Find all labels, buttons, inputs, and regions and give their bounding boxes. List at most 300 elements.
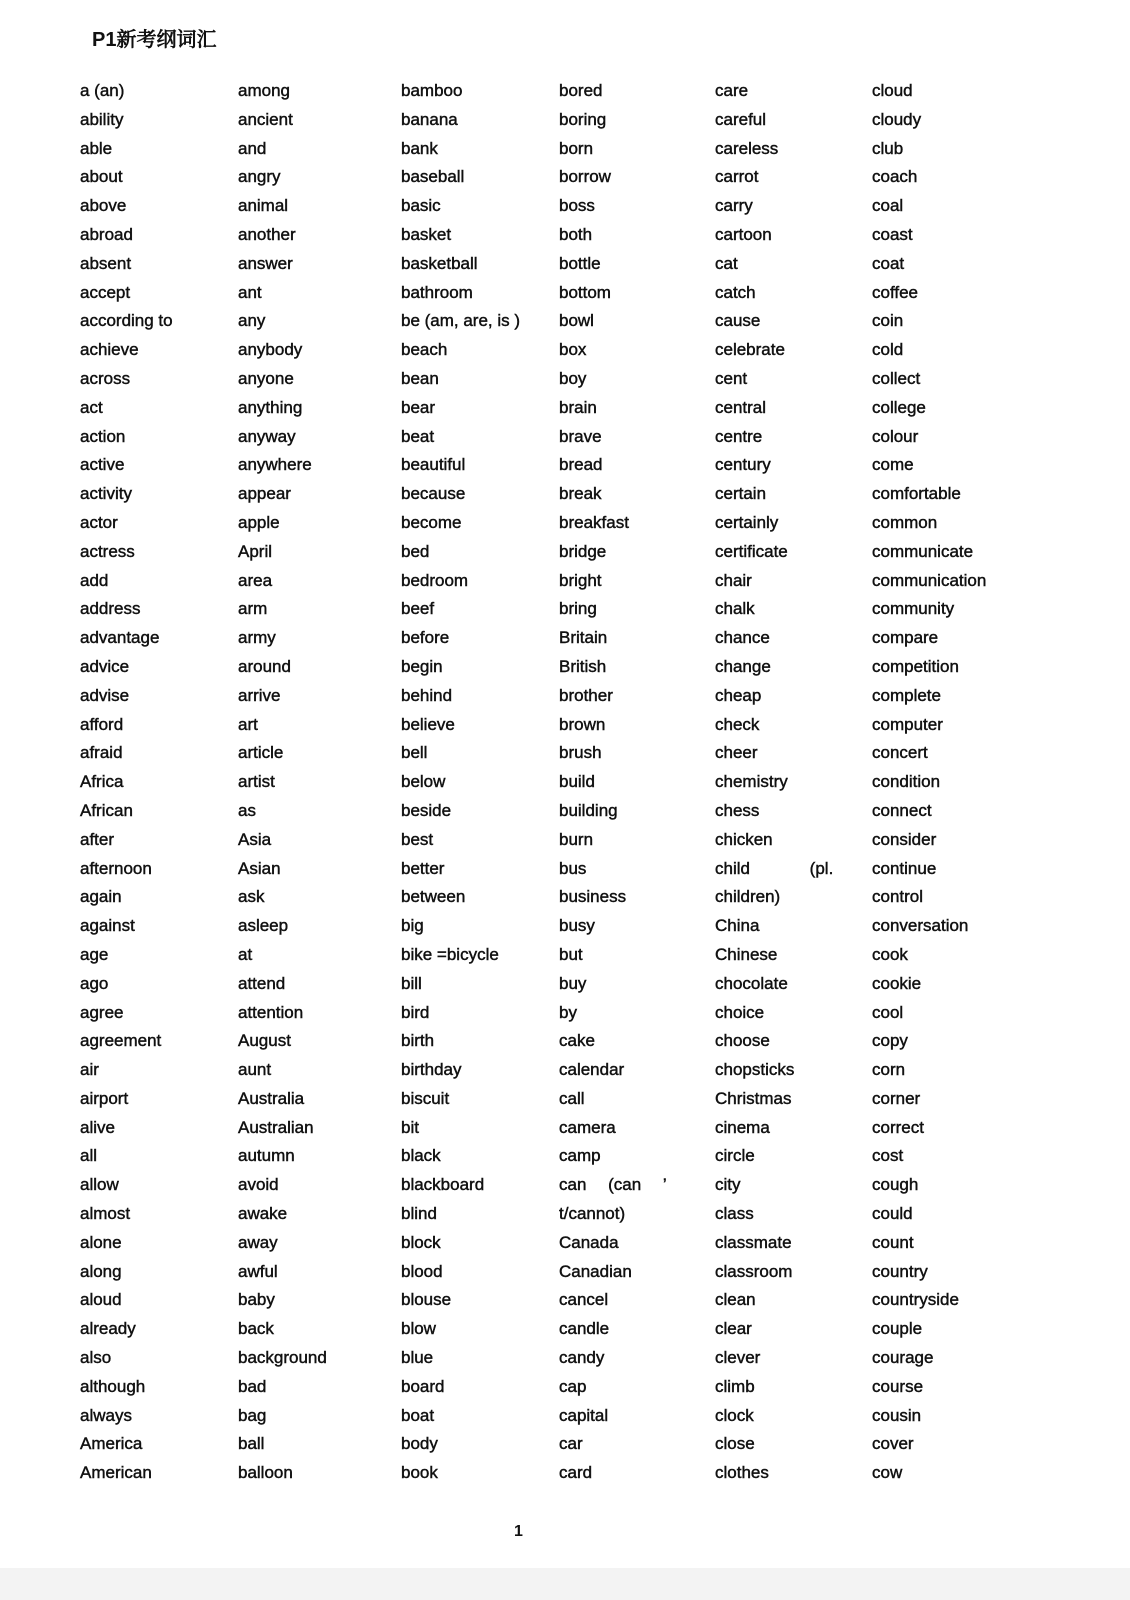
word-item: coin [872, 311, 904, 331]
word-item: April [238, 541, 273, 561]
word-item: army [238, 628, 276, 648]
word-item: class [715, 1204, 754, 1224]
word-item: continue [872, 858, 937, 878]
page-bottom-edge [0, 1568, 1130, 1600]
word-item: clock [715, 1405, 754, 1425]
word-item: couple [872, 1319, 923, 1339]
word-item: cap [559, 1376, 587, 1396]
page-number: 1 [514, 1523, 523, 1540]
word-item: burn [559, 829, 594, 849]
word-item: Canadian [559, 1261, 632, 1281]
word-item: Asian [238, 858, 281, 878]
word-item: communication [872, 570, 987, 590]
word-item: basic [401, 196, 441, 216]
word-item: communicate [872, 541, 974, 561]
word-item: check [715, 714, 760, 734]
word-item: American [80, 1463, 152, 1483]
word-item: connect [872, 800, 932, 820]
word-item: all [80, 1146, 98, 1166]
word-item: community [872, 599, 955, 619]
word-item: carrot [715, 167, 759, 187]
word-item: blind [401, 1204, 437, 1224]
word-item: allow [80, 1175, 119, 1195]
word-item: bridge [559, 541, 607, 561]
word-item: cheap [715, 685, 762, 705]
word-item: child (pl. [715, 858, 834, 878]
word-item: blouse [401, 1290, 452, 1310]
word-item: achieve [80, 340, 139, 360]
word-item: cool [872, 1002, 904, 1022]
word-item: breakfast [559, 512, 629, 532]
word-item: anyway [238, 426, 296, 446]
word-item: chopsticks [715, 1060, 795, 1080]
word-item: actor [80, 512, 118, 532]
word-item: African [80, 800, 133, 820]
word-item: birth [401, 1031, 435, 1051]
word-item: afraid [80, 743, 123, 763]
word-item: cat [715, 253, 738, 273]
word-item: brush [559, 743, 602, 763]
word-item: awful [238, 1261, 278, 1281]
word-item: advice [80, 656, 130, 676]
word-item: come [872, 455, 914, 475]
word-item: black [401, 1146, 441, 1166]
word-item: a (an) [80, 81, 125, 100]
word-item: although [80, 1376, 146, 1396]
word-item: coat [872, 253, 905, 273]
word-item: cloudy [872, 109, 922, 129]
word-item: Chinese [715, 944, 778, 964]
word-item: animal [238, 196, 289, 216]
word-item: camera [559, 1117, 616, 1137]
word-item: circle [715, 1146, 755, 1166]
word-item: collect [872, 368, 921, 388]
word-item: birthday [401, 1060, 462, 1080]
word-item: answer [238, 253, 293, 273]
word-item: beach [401, 340, 448, 360]
word-item: cancel [559, 1290, 609, 1310]
word-item: back [238, 1319, 274, 1339]
word-item: begin [401, 656, 443, 676]
word-item: above [80, 196, 127, 216]
word-item: bed [401, 541, 430, 561]
word-item: brain [559, 397, 597, 417]
word-item: boy [559, 368, 587, 388]
word-item: baseball [401, 167, 465, 187]
word-item: able [80, 138, 113, 158]
word-item: centre [715, 426, 763, 446]
word-item: bathroom [401, 282, 473, 302]
word-item: cinema [715, 1117, 770, 1137]
word-item: choose [715, 1031, 770, 1051]
word-item: agreement [80, 1031, 162, 1051]
word-item: accept [80, 282, 131, 302]
word-item: common [872, 512, 938, 532]
word-item: coach [872, 167, 918, 187]
word-item: celebrate [715, 340, 785, 360]
word-item: be (am, are, is ) [401, 311, 521, 331]
word-item: ago [80, 973, 109, 993]
word-item: born [559, 138, 594, 158]
word-item: camp [559, 1146, 601, 1166]
word-item: advantage [80, 628, 160, 648]
word-item: bedroom [401, 570, 469, 590]
word-item: compare [872, 628, 939, 648]
word-item: card [559, 1463, 593, 1483]
word-item: asleep [238, 916, 289, 936]
word-item: ability [80, 109, 124, 129]
word-item: artist [238, 772, 275, 792]
word-item: cost [872, 1146, 904, 1166]
word-item: cough [872, 1175, 919, 1195]
word-item: bored [559, 81, 603, 100]
word-item: always [80, 1405, 132, 1425]
word-item: advise [80, 685, 130, 705]
word-item: brave [559, 426, 602, 446]
word-item: bus [559, 858, 587, 878]
word-item: afternoon [80, 858, 152, 878]
word-item: aunt [238, 1060, 272, 1080]
word-item: cover [872, 1434, 914, 1454]
word-item: busy [559, 916, 595, 936]
word-item: best [401, 829, 434, 849]
word-item: anywhere [238, 455, 312, 475]
word-item: blood [401, 1261, 443, 1281]
word-item: anyone [238, 368, 294, 388]
word-item: beat [401, 426, 435, 446]
word-item: could [872, 1204, 913, 1224]
word-item: according to [80, 311, 173, 331]
word-item: concert [872, 743, 928, 763]
word-item: below [401, 772, 446, 792]
word-item: coast [872, 224, 913, 244]
word-item: against [80, 916, 135, 936]
word-item: beautiful [401, 455, 466, 475]
word-item: bank [401, 138, 438, 158]
word-item: believe [401, 714, 455, 734]
word-item: chemistry [715, 772, 788, 792]
word-item: absent [80, 253, 132, 273]
word-item: big [401, 916, 424, 936]
word-item: careful [715, 109, 767, 129]
word-item: cloud [872, 81, 913, 100]
word-item: before [401, 628, 450, 648]
word-item: children) [715, 887, 781, 907]
word-item: area [238, 570, 273, 590]
word-item: countryside [872, 1290, 959, 1310]
word-item: appear [238, 484, 291, 504]
word-item: baby [238, 1290, 275, 1310]
word-item: add [80, 570, 109, 590]
word-item: copy [872, 1031, 908, 1051]
word-item: college [872, 397, 926, 417]
word-item: between [401, 887, 466, 907]
word-item: chair [715, 570, 752, 590]
word-item: chance [715, 628, 770, 648]
word-item: country [872, 1261, 928, 1281]
word-item: corn [872, 1060, 906, 1080]
word-item: cake [559, 1031, 595, 1051]
word-item: board [401, 1376, 445, 1396]
word-item: as [238, 800, 256, 820]
word-item: chalk [715, 599, 755, 619]
word-item: bad [238, 1376, 267, 1396]
word-item: around [238, 656, 291, 676]
word-item: active [80, 455, 125, 475]
word-item: carry [715, 196, 753, 216]
word-item: better [401, 858, 445, 878]
word-item: bike =bicycle [401, 944, 499, 964]
word-item: bag [238, 1405, 267, 1425]
word-item: conversation [872, 916, 969, 936]
word-item: already [80, 1319, 136, 1339]
word-item: act [80, 397, 103, 417]
word-item: buy [559, 973, 587, 993]
word-item: basketball [401, 253, 478, 273]
word-item: colour [872, 426, 919, 446]
word-item: corner [872, 1088, 921, 1108]
word-item: cheer [715, 743, 758, 763]
word-item: ant [238, 282, 262, 302]
word-item: build [559, 772, 595, 792]
word-item: chicken [715, 829, 773, 849]
word-item: clever [715, 1348, 761, 1368]
word-item: but [559, 944, 583, 964]
word-item: anybody [238, 340, 303, 360]
word-item: attention [238, 1002, 304, 1022]
word-item: angry [238, 167, 281, 187]
word-item: cow [872, 1463, 903, 1483]
word-item: address [80, 599, 141, 619]
word-item: America [80, 1434, 143, 1454]
word-item: Asia [238, 829, 272, 849]
word-item: clean [715, 1290, 756, 1310]
word-item: central [715, 397, 767, 417]
word-item: also [80, 1348, 112, 1368]
word-item: arrive [238, 685, 281, 705]
word-item: basket [401, 224, 452, 244]
word-item: clothes [715, 1463, 769, 1483]
word-item: complete [872, 685, 941, 705]
word-item: club [872, 138, 904, 158]
word-item: comfortable [872, 484, 961, 504]
word-item: among [238, 81, 290, 100]
word-item: bill [401, 973, 422, 993]
word-item: certain [715, 484, 767, 504]
word-item: banana [401, 109, 458, 129]
word-item: blue [401, 1348, 434, 1368]
word-item: autumn [238, 1146, 295, 1166]
word-item: again [80, 887, 122, 907]
word-item: consider [872, 829, 937, 849]
word-item: activity [80, 484, 132, 504]
word-item: courage [872, 1348, 934, 1368]
word-item: boss [559, 196, 595, 216]
word-item: agree [80, 1002, 124, 1022]
word-item: bright [559, 570, 602, 590]
word-item: t/cannot) [559, 1204, 626, 1224]
word-item: balloon [238, 1463, 293, 1483]
word-item: calendar [559, 1060, 625, 1080]
word-item: attend [238, 973, 286, 993]
word-item: airport [80, 1088, 129, 1108]
word-item: choice [715, 1002, 765, 1022]
word-item: book [401, 1463, 438, 1483]
word-item: building [559, 800, 618, 820]
word-item: aloud [80, 1290, 122, 1310]
word-item: break [559, 484, 602, 504]
word-item: bottle [559, 253, 601, 273]
word-item: condition [872, 772, 941, 792]
word-item: cent [715, 368, 748, 388]
word-item: apple [238, 512, 280, 532]
word-item: bell [401, 743, 428, 763]
word-item: chocolate [715, 973, 788, 993]
word-item: beef [401, 599, 435, 619]
word-item: ball [238, 1434, 265, 1454]
word-item: Britain [559, 628, 608, 648]
word-item: cold [872, 340, 904, 360]
word-item: behind [401, 685, 453, 705]
word-column-1 [80, 77, 173, 1488]
word-item: another [238, 224, 296, 244]
word-item: brother [559, 685, 613, 705]
word-item: course [872, 1376, 924, 1396]
word-item: bowl [559, 311, 594, 331]
word-item: century [715, 455, 771, 475]
word-item: body [401, 1434, 438, 1454]
word-item: beside [401, 800, 452, 820]
word-item: boring [559, 109, 607, 129]
word-item: across [80, 368, 131, 388]
word-item: care [715, 81, 749, 100]
word-item: can (can ’ [559, 1175, 667, 1195]
word-item: close [715, 1434, 755, 1454]
word-item: British [559, 656, 607, 676]
word-item: bird [401, 1002, 430, 1022]
word-item: China [715, 916, 760, 936]
word-item: become [401, 512, 462, 532]
word-item: biscuit [401, 1088, 450, 1108]
word-item: chess [715, 800, 760, 820]
word-item: careless [715, 138, 779, 158]
word-item: bit [401, 1117, 419, 1137]
word-item: Australian [238, 1117, 314, 1137]
word-item: Australia [238, 1088, 305, 1108]
word-item: about [80, 167, 123, 187]
word-item: bear [401, 397, 436, 417]
word-item: catch [715, 282, 756, 302]
word-item: computer [872, 714, 943, 734]
word-item: abroad [80, 224, 133, 244]
word-item: bring [559, 599, 597, 619]
word-item: capital [559, 1405, 609, 1425]
word-column-5 [715, 77, 833, 1488]
word-item: age [80, 944, 109, 964]
word-item: cause [715, 311, 761, 331]
page-title: P1新考纲词汇 [92, 29, 217, 51]
word-item: car [559, 1434, 583, 1454]
word-item: candle [559, 1319, 610, 1339]
word-item: coffee [872, 282, 919, 302]
word-item: cartoon [715, 224, 772, 244]
word-item: classmate [715, 1232, 792, 1252]
word-column-2 [238, 77, 327, 1488]
word-item: action [80, 426, 126, 446]
word-column-4 [559, 77, 667, 1488]
word-item: Africa [80, 772, 124, 792]
word-item: afford [80, 714, 124, 734]
word-item: actress [80, 541, 135, 561]
word-item: and [238, 138, 267, 158]
word-item: boat [401, 1405, 435, 1425]
word-item: count [872, 1232, 914, 1252]
word-item: box [559, 340, 587, 360]
word-item: August [238, 1031, 291, 1051]
word-column-6 [872, 77, 986, 1488]
word-item: candy [559, 1348, 605, 1368]
word-item: clear [715, 1319, 752, 1339]
word-item: avoid [238, 1175, 279, 1195]
word-item: bread [559, 455, 603, 475]
word-item: cookie [872, 973, 922, 993]
word-item: blackboard [401, 1175, 485, 1195]
word-item: awake [238, 1204, 288, 1224]
word-item: classroom [715, 1261, 793, 1281]
word-item: certificate [715, 541, 788, 561]
word-item: both [559, 224, 593, 244]
word-item: Canada [559, 1232, 619, 1252]
word-item: because [401, 484, 466, 504]
word-item: after [80, 829, 115, 849]
word-item: away [238, 1232, 278, 1252]
word-item: ask [238, 887, 265, 907]
word-item: climb [715, 1376, 755, 1396]
word-item: at [238, 944, 253, 964]
word-item: borrow [559, 167, 611, 187]
word-item: control [872, 887, 924, 907]
word-item: air [80, 1060, 99, 1080]
word-item: alive [80, 1117, 115, 1137]
word-item: cousin [872, 1405, 922, 1425]
word-item: bottom [559, 282, 611, 302]
word-item: Christmas [715, 1088, 792, 1108]
word-item: correct [872, 1117, 924, 1137]
word-item: certainly [715, 512, 779, 532]
word-item: blow [401, 1319, 436, 1339]
word-item: coal [872, 196, 904, 216]
word-item: competition [872, 656, 959, 676]
word-item: art [238, 714, 258, 734]
word-item: change [715, 656, 771, 676]
word-item: ancient [238, 109, 293, 129]
word-item: alone [80, 1232, 122, 1252]
word-item: by [559, 1002, 577, 1022]
word-item: call [559, 1088, 585, 1108]
word-item: block [401, 1232, 441, 1252]
word-item: brown [559, 714, 606, 734]
word-item: any [238, 311, 266, 331]
word-item: bamboo [401, 81, 463, 100]
word-item: almost [80, 1204, 131, 1224]
word-item: along [80, 1261, 122, 1281]
word-item: arm [238, 599, 268, 619]
word-item: anything [238, 397, 303, 417]
word-item: article [238, 743, 284, 763]
word-item: business [559, 887, 627, 907]
word-item: background [238, 1348, 327, 1368]
word-item: bean [401, 368, 439, 388]
